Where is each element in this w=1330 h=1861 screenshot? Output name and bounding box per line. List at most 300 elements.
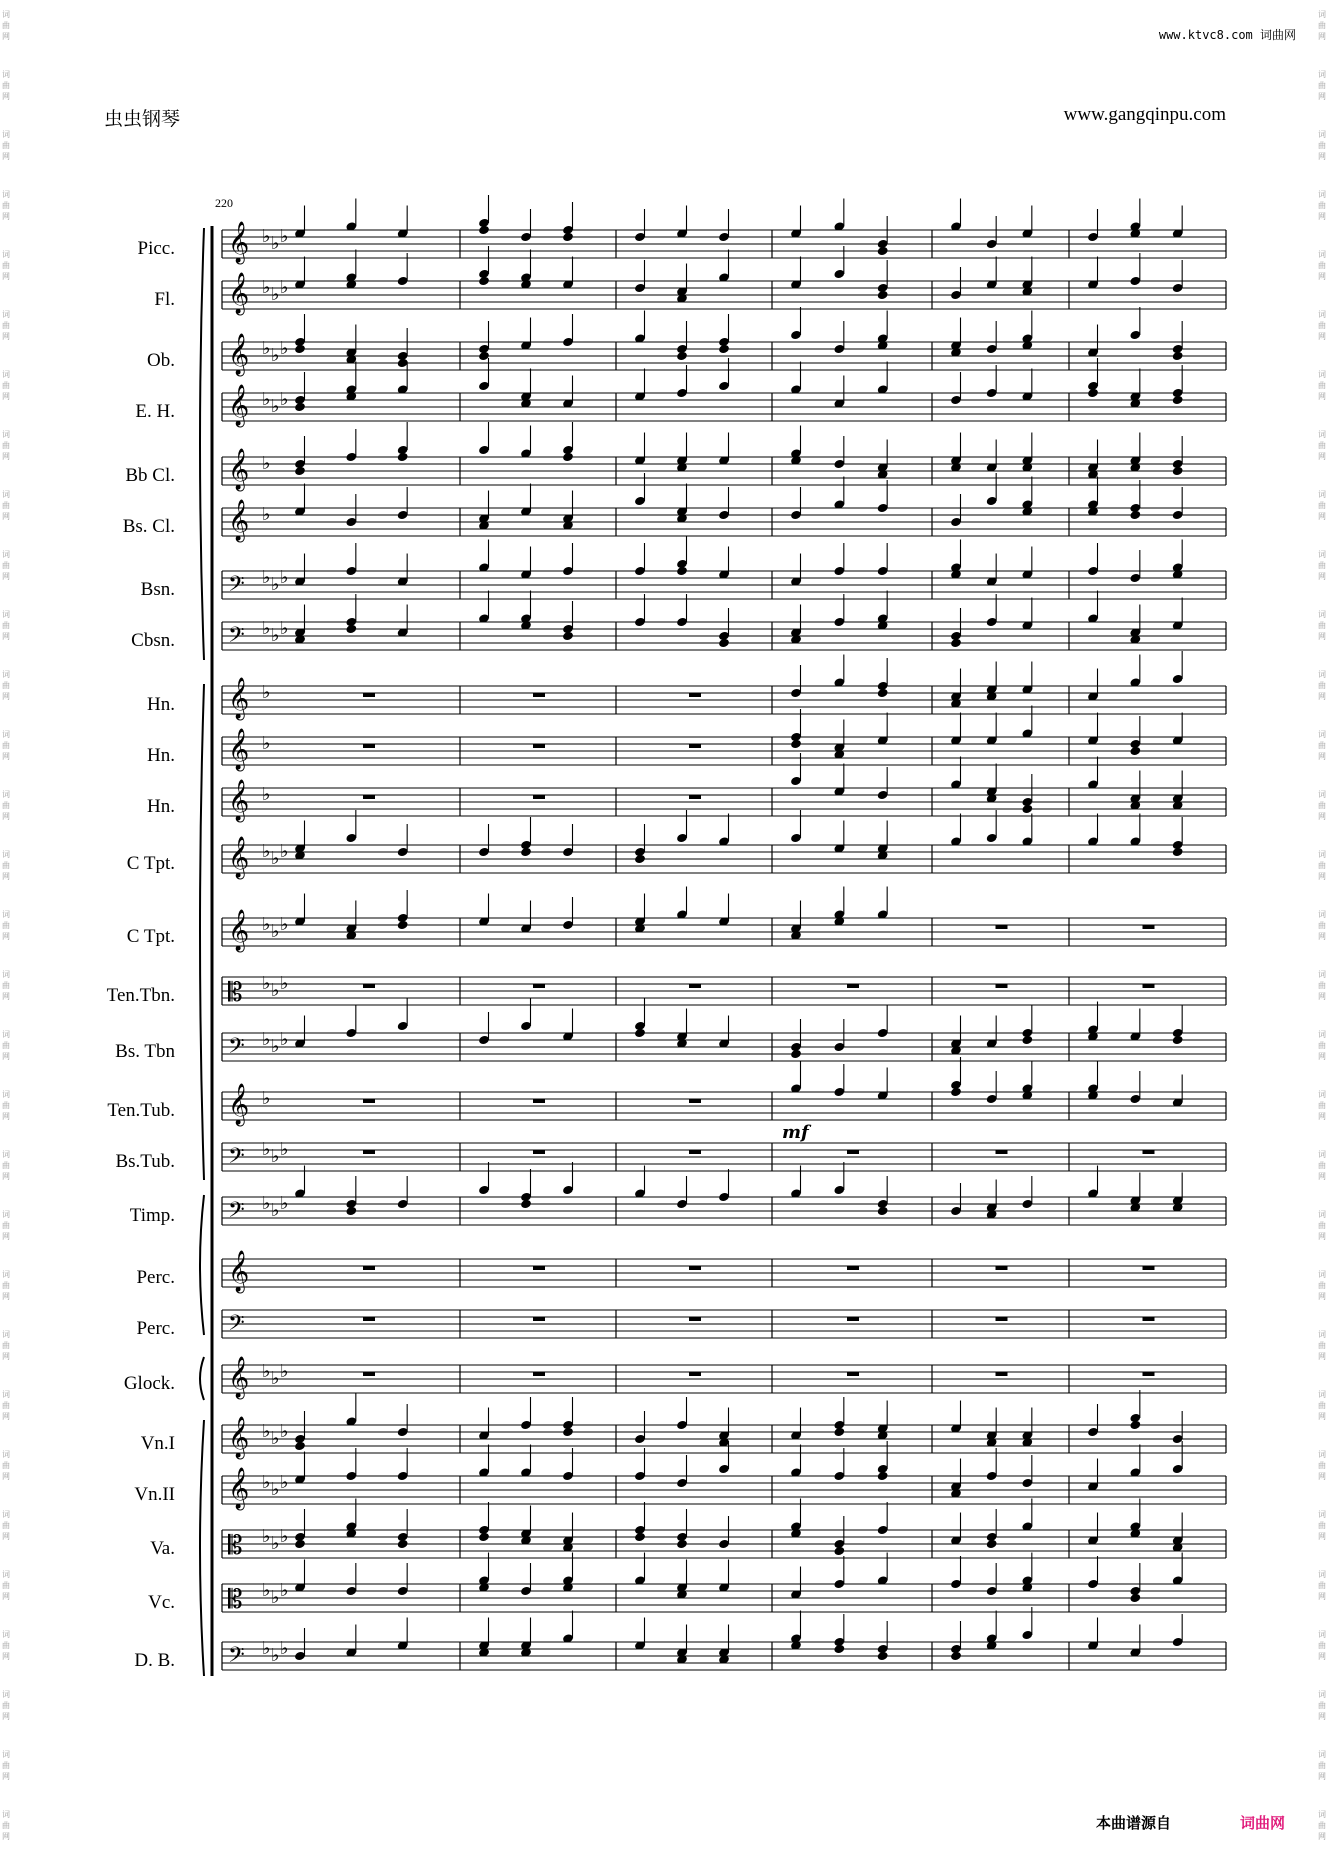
notehead xyxy=(478,276,490,287)
watermark-char: 词 xyxy=(1318,1750,1326,1759)
watermark-char: 曲 xyxy=(2,501,10,510)
watermark-char: 词 xyxy=(2,1450,10,1459)
watermark-char: 词 xyxy=(1318,1210,1326,1219)
flat-icon: ♭ xyxy=(271,1587,280,1608)
notehead xyxy=(790,739,802,750)
group-brace xyxy=(200,1195,204,1335)
watermark-char: 网 xyxy=(2,992,10,1001)
clef-icon: 𝄢 xyxy=(228,1643,245,1673)
top-site-label[interactable]: www.ktvc8.com 词曲网 xyxy=(1158,28,1296,42)
watermark-char: 词 xyxy=(2,1630,10,1639)
whole-rest xyxy=(996,1150,1008,1154)
instrument-label: Glock. xyxy=(123,1373,175,1394)
watermark-char: 网 xyxy=(1318,1172,1326,1181)
watermark-char: 词 xyxy=(2,850,10,859)
watermark-char: 曲 xyxy=(1318,1401,1326,1410)
watermark-char: 网 xyxy=(1318,812,1326,821)
notehead xyxy=(877,1471,889,1482)
flat-icon: ♭ xyxy=(262,618,271,639)
watermark-char: 曲 xyxy=(1318,1821,1326,1830)
flat-icon: ♭ xyxy=(280,277,289,298)
flat-icon: ♭ xyxy=(262,1139,271,1160)
instrument-label: Bs. Cl. xyxy=(122,516,175,537)
flat-icon: ♭ xyxy=(271,1428,280,1449)
watermark-char: 词 xyxy=(1318,430,1326,439)
watermark-char: 网 xyxy=(1318,1832,1326,1841)
flat-icon: ♭ xyxy=(271,1533,280,1554)
watermark-char: 网 xyxy=(2,332,10,341)
notehead xyxy=(1129,746,1141,757)
flat-icon: ♭ xyxy=(262,226,271,247)
watermark-char: 词 xyxy=(1318,1090,1326,1099)
whole-rest xyxy=(1143,1150,1155,1154)
notehead xyxy=(294,1441,306,1452)
watermark-char: 词 xyxy=(2,310,10,319)
notehead xyxy=(397,452,409,463)
watermark-char: 网 xyxy=(1318,452,1326,461)
whole-rest xyxy=(363,1372,375,1376)
notehead xyxy=(478,1532,490,1543)
watermark-char: 词 xyxy=(1318,610,1326,619)
watermark-char: 网 xyxy=(2,1052,10,1061)
flat-icon: ♭ xyxy=(280,618,289,639)
clef-icon: 𝄞 xyxy=(228,678,250,719)
watermark-char: 网 xyxy=(2,812,10,821)
watermark-char: 曲 xyxy=(1318,561,1326,570)
clef-icon: 𝄞 xyxy=(228,1084,250,1125)
instrument-label: Ob. xyxy=(147,350,175,371)
watermark-char: 词 xyxy=(2,970,10,979)
instrument-label: Bb Cl. xyxy=(125,465,175,486)
flat-icon: ♭ xyxy=(280,1580,289,1601)
instrument-label: Vc. xyxy=(148,1592,175,1613)
notehead xyxy=(676,1539,688,1550)
watermark-char: 词 xyxy=(2,1390,10,1399)
watermark-char: 曲 xyxy=(1318,21,1326,30)
clef-icon: 𝄞 xyxy=(228,222,250,263)
watermark-char: 曲 xyxy=(2,1281,10,1290)
flat-icon: ♭ xyxy=(262,338,271,359)
watermark-char: 词 xyxy=(2,130,10,139)
watermark-char: 网 xyxy=(2,512,10,521)
flat-icon: ♭ xyxy=(280,338,289,359)
footer-brand[interactable]: 词曲网 xyxy=(1240,1814,1286,1832)
watermark-char: 词 xyxy=(1318,550,1326,559)
instrument-label: Vn.II xyxy=(134,1484,175,1505)
notehead xyxy=(520,847,532,858)
watermark-char: 曲 xyxy=(1318,1101,1326,1110)
watermark-char: 网 xyxy=(1318,1592,1326,1601)
whole-rest xyxy=(533,795,545,799)
watermark-char: 词 xyxy=(2,670,10,679)
notehead xyxy=(790,1049,802,1060)
flat-icon: ♭ xyxy=(280,1526,289,1547)
notehead xyxy=(950,1087,962,1098)
watermark-char: 词 xyxy=(1318,970,1326,979)
flat-icon: ♭ xyxy=(262,784,271,805)
footer-source-label: 本曲谱源自 xyxy=(1096,1814,1172,1832)
watermark-char: 网 xyxy=(1318,332,1326,341)
instrument-label: Hn. xyxy=(147,694,175,715)
watermark-char: 曲 xyxy=(2,1521,10,1530)
watermark-char: 网 xyxy=(1318,932,1326,941)
notehead xyxy=(833,1427,845,1438)
notehead xyxy=(478,225,490,236)
watermark-char: 曲 xyxy=(1318,141,1326,150)
watermark-char: 词 xyxy=(2,1150,10,1159)
watermark-char: 词 xyxy=(1318,10,1326,19)
flat-icon: ♭ xyxy=(271,980,280,1001)
whole-rest xyxy=(689,1317,701,1321)
watermark-char: 曲 xyxy=(2,201,10,210)
watermark-char: 词 xyxy=(2,1270,10,1279)
watermark-char: 曲 xyxy=(2,1221,10,1230)
instrument-label: Perc. xyxy=(136,1267,175,1288)
notehead xyxy=(718,344,730,355)
whole-rest xyxy=(689,1372,701,1376)
whole-rest xyxy=(847,1150,859,1154)
watermark-char: 网 xyxy=(2,1592,10,1601)
watermark-char: 网 xyxy=(2,692,10,701)
flat-icon: ♭ xyxy=(262,1526,271,1547)
watermark-char: 词 xyxy=(2,1750,10,1759)
flat-icon: ♭ xyxy=(262,1361,271,1382)
notehead xyxy=(562,631,574,642)
watermark-char: 网 xyxy=(2,1772,10,1781)
watermark-char: 网 xyxy=(1318,212,1326,221)
clef-icon: 𝄞 xyxy=(228,334,250,375)
clef-icon: 𝄢 xyxy=(228,1311,245,1341)
instrument-label: Bsn. xyxy=(140,579,175,600)
clef-icon: 𝄞 xyxy=(228,449,250,490)
flat-icon: ♭ xyxy=(271,1036,280,1057)
whole-rest xyxy=(1143,1317,1155,1321)
notehead xyxy=(397,1539,409,1550)
publisher-url[interactable]: www.gangqinpu.com xyxy=(1063,104,1226,125)
flat-icon: ♭ xyxy=(262,1193,271,1214)
watermark-char: 网 xyxy=(2,1472,10,1481)
notehead xyxy=(1172,466,1184,477)
whole-rest xyxy=(689,795,701,799)
whole-rest xyxy=(689,1150,701,1154)
instrument-label: Fl. xyxy=(154,289,175,310)
watermark-char: 网 xyxy=(1318,752,1326,761)
whole-rest xyxy=(1143,1372,1155,1376)
notehead xyxy=(294,344,306,355)
clef-icon: 𝄢 xyxy=(228,1034,245,1064)
clef-icon: 𝄢 xyxy=(228,1144,245,1174)
watermark-char: 网 xyxy=(2,152,10,161)
watermark-char: 曲 xyxy=(2,321,10,330)
whole-rest xyxy=(1143,984,1155,988)
instrument-label: Timp. xyxy=(129,1205,175,1226)
notehead xyxy=(718,638,730,649)
notehead xyxy=(634,854,646,865)
watermark-char: 网 xyxy=(1318,32,1326,41)
clef-icon: 𝄞 xyxy=(228,910,250,951)
flat-icon: ♭ xyxy=(280,389,289,410)
whole-rest xyxy=(363,693,375,697)
whole-rest xyxy=(847,984,859,988)
flat-icon: ♭ xyxy=(271,345,280,366)
notehead xyxy=(950,638,962,649)
instrument-label: Perc. xyxy=(136,1318,175,1339)
watermark-char: 曲 xyxy=(1318,1161,1326,1170)
notehead xyxy=(294,1539,306,1550)
instrument-label: Picc. xyxy=(137,238,175,259)
watermark-char: 曲 xyxy=(1318,1341,1326,1350)
watermark-char: 网 xyxy=(2,272,10,281)
watermark-char: 词 xyxy=(1318,1330,1326,1339)
watermark-char: 词 xyxy=(2,10,10,19)
watermark-char: 网 xyxy=(2,1412,10,1421)
watermark-char: 网 xyxy=(1318,1412,1326,1421)
watermark-char: 词 xyxy=(2,550,10,559)
watermark-char: 网 xyxy=(1318,152,1326,161)
instrument-label: Va. xyxy=(150,1538,175,1559)
instrument-label: Hn. xyxy=(147,745,175,766)
watermark-char: 曲 xyxy=(2,1641,10,1650)
watermark-char: 曲 xyxy=(1318,1221,1326,1230)
watermark-char: 曲 xyxy=(2,21,10,30)
watermark-char: 曲 xyxy=(2,1161,10,1170)
watermark-char: 网 xyxy=(1318,1112,1326,1121)
flat-icon: ♭ xyxy=(271,284,280,305)
watermark-char: 曲 xyxy=(1318,1701,1326,1710)
watermark-char: 词 xyxy=(1318,1510,1326,1519)
flat-icon: ♭ xyxy=(280,973,289,994)
group-brace xyxy=(200,684,204,1180)
watermark-char: 曲 xyxy=(1318,381,1326,390)
watermark-char: 曲 xyxy=(2,1101,10,1110)
instrument-label: Ten.Tbn. xyxy=(106,985,175,1006)
watermark-char: 网 xyxy=(1318,1232,1326,1241)
whole-rest xyxy=(689,693,701,697)
watermark-char: 曲 xyxy=(1318,801,1326,810)
watermark-char: 词 xyxy=(2,250,10,259)
flat-icon: ♭ xyxy=(271,396,280,417)
watermark-char: 曲 xyxy=(1318,261,1326,270)
watermark-char: 曲 xyxy=(2,261,10,270)
clef-icon: 𝄞 xyxy=(228,1357,250,1398)
watermark-char: 词 xyxy=(1318,70,1326,79)
whole-rest xyxy=(533,1372,545,1376)
clef-icon: 𝄢 xyxy=(228,623,245,653)
whole-rest xyxy=(363,1150,375,1154)
flat-icon: ♭ xyxy=(262,453,271,474)
notehead xyxy=(520,1199,532,1210)
whole-rest xyxy=(847,1266,859,1270)
watermark-char: 词 xyxy=(2,1690,10,1699)
notehead xyxy=(345,624,357,635)
clef-icon: 𝄞 xyxy=(228,1417,250,1458)
notehead xyxy=(1172,1035,1184,1046)
notehead xyxy=(877,1206,889,1217)
clef-icon: 𝄞 xyxy=(228,837,250,878)
watermark-char: 曲 xyxy=(2,561,10,570)
watermark-char: 网 xyxy=(2,1292,10,1301)
watermark-char: 曲 xyxy=(1318,201,1326,210)
watermark-char: 词 xyxy=(2,430,10,439)
flat-icon: ♭ xyxy=(271,1479,280,1500)
whole-rest xyxy=(363,984,375,988)
publisher-title: 虫虫钢琴 xyxy=(104,109,181,130)
watermark-char: 词 xyxy=(2,1570,10,1579)
watermark-char: 曲 xyxy=(2,861,10,870)
watermark-char: 词 xyxy=(2,70,10,79)
clef-icon: 𝄞 xyxy=(228,780,250,821)
group-brace xyxy=(200,1357,204,1400)
watermark-char: 网 xyxy=(2,32,10,41)
watermark-char: 曲 xyxy=(2,1401,10,1410)
clef-icon: 𝄞 xyxy=(228,500,250,541)
watermark-char: 曲 xyxy=(2,981,10,990)
watermark-char: 网 xyxy=(2,1112,10,1121)
watermark-char: 曲 xyxy=(1318,621,1326,630)
whole-rest xyxy=(1143,1266,1155,1270)
watermark-char: 曲 xyxy=(2,1041,10,1050)
whole-rest xyxy=(533,1099,545,1103)
watermark-char: 曲 xyxy=(1318,501,1326,510)
watermark-char: 曲 xyxy=(1318,1521,1326,1530)
watermark-char: 网 xyxy=(2,1532,10,1541)
watermark-char: 词 xyxy=(2,370,10,379)
watermark-char: 网 xyxy=(2,392,10,401)
clef-icon: 𝄢 xyxy=(228,1198,245,1228)
watermark-char: 网 xyxy=(2,1712,10,1721)
watermark-char: 词 xyxy=(1318,1810,1326,1819)
flat-icon: ♭ xyxy=(262,841,271,862)
watermark-char: 曲 xyxy=(2,1581,10,1590)
watermark-char: 曲 xyxy=(1318,1461,1326,1470)
watermark-char: 词 xyxy=(1318,1150,1326,1159)
watermark-char: 曲 xyxy=(1318,1581,1326,1590)
notehead xyxy=(877,688,889,699)
notehead xyxy=(950,1651,962,1662)
watermark-char: 网 xyxy=(2,212,10,221)
watermark-char: 曲 xyxy=(2,441,10,450)
watermark-char: 词 xyxy=(1318,790,1326,799)
flat-icon: ♭ xyxy=(271,574,280,595)
dynamic-mf: mf xyxy=(782,1122,809,1143)
watermark-char: 曲 xyxy=(2,141,10,150)
notehead xyxy=(877,290,889,301)
whole-rest xyxy=(363,795,375,799)
watermark-char: 词 xyxy=(1318,130,1326,139)
watermark-char: 词 xyxy=(2,490,10,499)
flat-icon: ♭ xyxy=(262,567,271,588)
watermark-char: 曲 xyxy=(2,81,10,90)
watermark-char: 网 xyxy=(1318,392,1326,401)
watermark-char: 词 xyxy=(2,1030,10,1039)
watermark-char: 网 xyxy=(2,752,10,761)
instrument-label: E. H. xyxy=(135,401,175,422)
flat-icon: ♭ xyxy=(280,1029,289,1050)
watermark-char: 网 xyxy=(1318,572,1326,581)
flat-icon: ♭ xyxy=(280,1139,289,1160)
watermark-char: 词 xyxy=(2,1510,10,1519)
whole-rest xyxy=(363,1099,375,1103)
flat-icon: ♭ xyxy=(262,1638,271,1659)
notehead xyxy=(634,1532,646,1543)
whole-rest xyxy=(363,1317,375,1321)
clef-icon: 𝄡 xyxy=(228,978,243,1008)
notehead xyxy=(1129,1420,1141,1431)
watermark-char: 曲 xyxy=(2,801,10,810)
watermark-char: 网 xyxy=(1318,632,1326,641)
instrument-label: Bs.Tub. xyxy=(115,1151,175,1172)
watermark-char: 词 xyxy=(2,1330,10,1339)
watermark-char: 网 xyxy=(2,1232,10,1241)
flat-icon: ♭ xyxy=(271,625,280,646)
watermark-char: 网 xyxy=(2,1352,10,1361)
whole-rest xyxy=(689,1099,701,1103)
flat-icon: ♭ xyxy=(280,567,289,588)
clef-icon: 𝄡 xyxy=(228,1585,243,1615)
notehead xyxy=(1172,351,1184,362)
notehead xyxy=(986,1539,998,1550)
watermark-char: 词 xyxy=(2,1810,10,1819)
whole-rest xyxy=(533,693,545,697)
watermark-char: 词 xyxy=(2,610,10,619)
watermark-char: 网 xyxy=(2,1172,10,1181)
watermark-char: 词 xyxy=(1318,910,1326,919)
watermark-char: 词 xyxy=(1318,1030,1326,1039)
watermark-char: 网 xyxy=(1318,1052,1326,1061)
watermark-char: 词 xyxy=(1318,250,1326,259)
instrument-label: Vn.I xyxy=(140,1433,175,1454)
flat-icon: ♭ xyxy=(262,1580,271,1601)
watermark-char: 曲 xyxy=(2,921,10,930)
whole-rest xyxy=(1143,925,1155,929)
measure-number: 220 xyxy=(215,196,233,210)
whole-rest xyxy=(533,744,545,748)
watermark-char: 网 xyxy=(2,1832,10,1841)
flat-icon: ♭ xyxy=(262,277,271,298)
notehead xyxy=(1129,510,1141,521)
watermark-char: 网 xyxy=(1318,872,1326,881)
watermark-char: 曲 xyxy=(2,1341,10,1350)
notehead xyxy=(1087,388,1099,399)
watermark-char: 曲 xyxy=(2,1821,10,1830)
notehead xyxy=(294,402,306,413)
notehead xyxy=(562,232,574,243)
notehead xyxy=(1021,1035,1033,1046)
watermark-char: 词 xyxy=(2,790,10,799)
watermark-char: 词 xyxy=(1318,1390,1326,1399)
watermark-char: 网 xyxy=(2,572,10,581)
notehead xyxy=(345,1206,357,1217)
flat-icon: ♭ xyxy=(262,682,271,703)
whole-rest xyxy=(996,925,1008,929)
group-brace xyxy=(200,228,204,660)
clef-icon: 𝄢 xyxy=(228,572,245,602)
watermark-char: 词 xyxy=(2,1210,10,1219)
whole-rest xyxy=(689,1266,701,1270)
whole-rest xyxy=(996,1317,1008,1321)
instrument-label: Bs. Tbn xyxy=(115,1041,175,1062)
watermark-char: 网 xyxy=(1318,512,1326,521)
notehead xyxy=(1172,395,1184,406)
watermark-char: 曲 xyxy=(2,681,10,690)
instrument-label: D. B. xyxy=(134,1650,175,1671)
flat-icon: ♭ xyxy=(280,226,289,247)
watermark-char: 词 xyxy=(1318,1630,1326,1639)
flat-icon: ♭ xyxy=(280,1421,289,1442)
watermark-char: 网 xyxy=(1318,1472,1326,1481)
whole-rest xyxy=(847,1372,859,1376)
watermark-char: 曲 xyxy=(1318,81,1326,90)
